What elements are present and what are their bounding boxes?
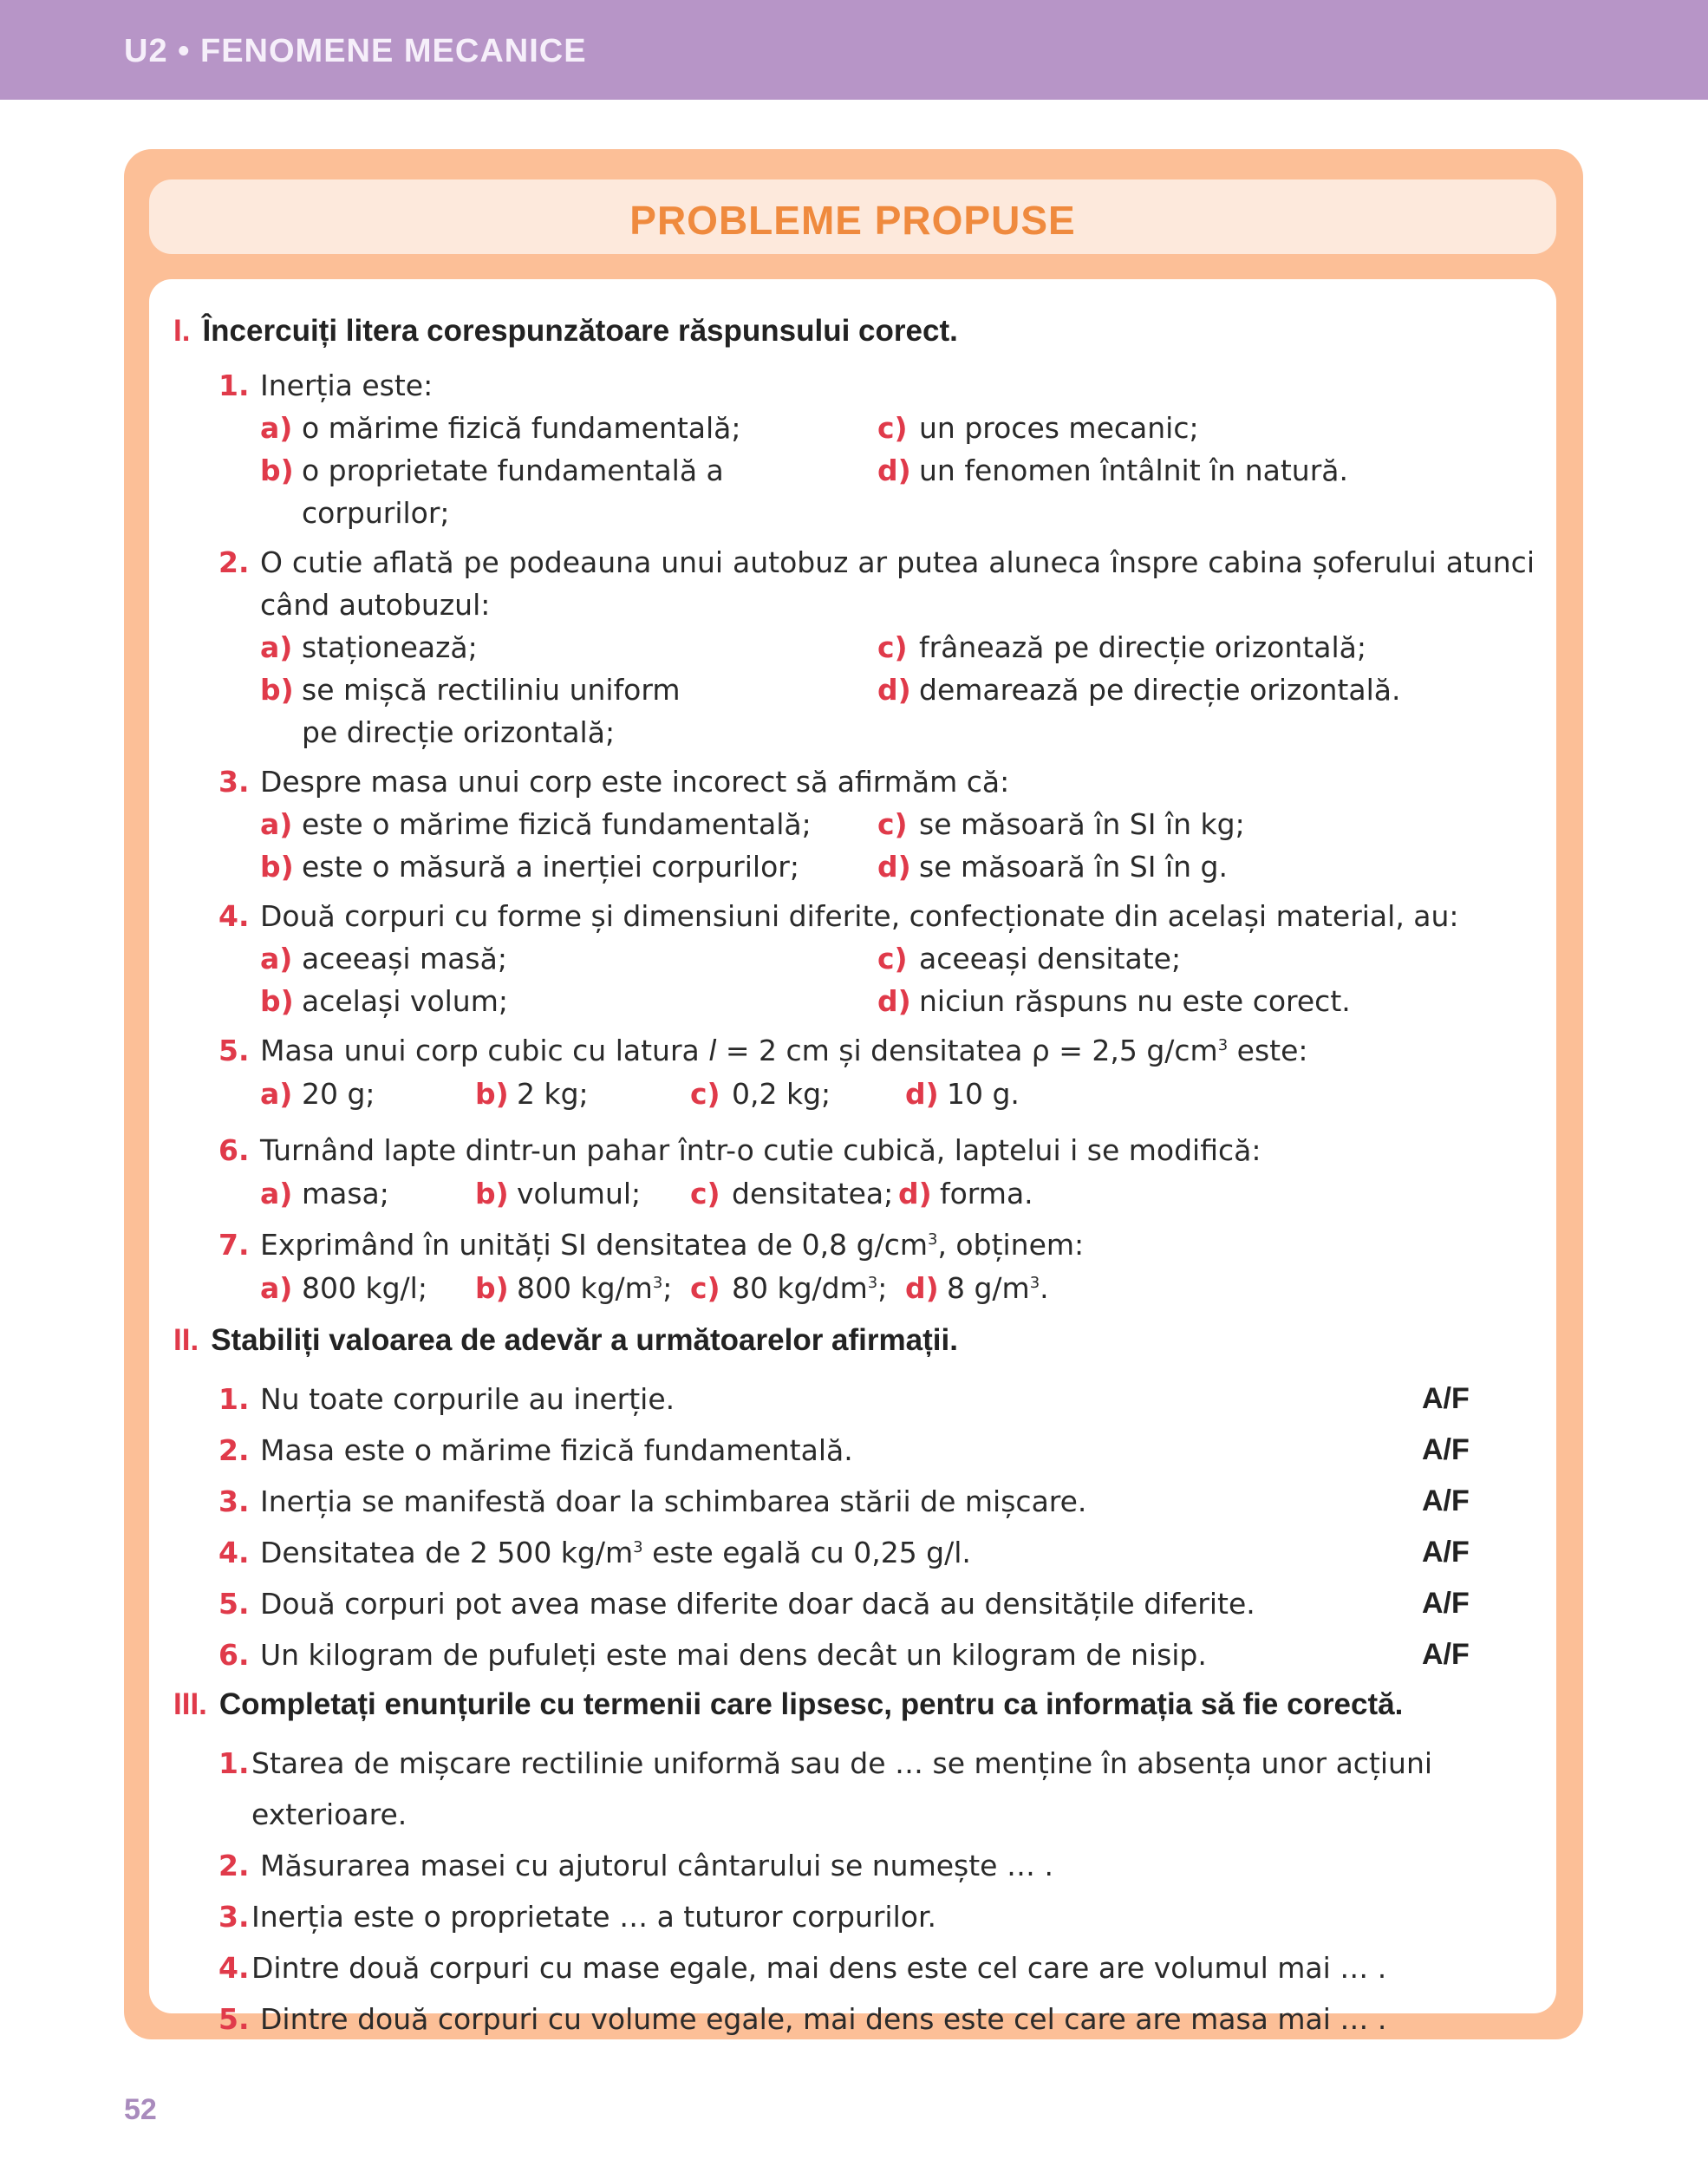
section-heading-text: Stabiliți valoarea de adevăr a următoarelor afirmații. — [211, 1323, 958, 1357]
option-letter: b) — [475, 1271, 509, 1305]
option-text-line: pe direcție orizontală; — [302, 715, 616, 749]
question-number: 2. — [218, 545, 250, 579]
statement-row — [173, 1425, 1535, 1476]
option-text: o mărime fizică fundamentală; — [302, 411, 741, 445]
statement-text: Nu toate corpurile au inerție. — [260, 1382, 675, 1416]
option-b[interactable] — [260, 980, 877, 1022]
option-text: același volum; — [302, 984, 508, 1018]
option-text: volumul; — [517, 1177, 642, 1210]
option-text: masa; — [302, 1177, 389, 1210]
option-letter: c) — [877, 411, 908, 445]
question-text — [260, 1029, 1535, 1072]
option-letter: d) — [877, 453, 911, 487]
option-d[interactable] — [877, 845, 1484, 888]
question-text — [260, 1223, 1535, 1266]
option-c[interactable] — [877, 407, 1484, 449]
option-letter: d) — [877, 673, 911, 707]
option-letter: a) — [260, 1271, 293, 1305]
statement-row — [173, 1476, 1535, 1527]
fill-in-row — [173, 1891, 1535, 1942]
option-c[interactable] — [877, 626, 1484, 669]
exponent: 3 — [633, 1538, 643, 1556]
section-numeral: II. — [173, 1323, 199, 1357]
statement-number: 1. — [218, 1382, 250, 1416]
item-number: 1. — [218, 1746, 250, 1780]
option-c[interactable] — [690, 1171, 894, 1217]
question-text: Despre masa unui corp este incorect să afirmăm că: — [260, 765, 1010, 799]
section-numeral: I. — [173, 314, 191, 348]
item-number: 2. — [218, 1849, 250, 1882]
option-letter: a) — [260, 1077, 293, 1111]
option-text: 10 g. — [947, 1077, 1020, 1111]
option-b[interactable] — [260, 669, 877, 754]
statement-text: Două corpuri pot avea mase diferite doar dacă au densitățile diferite. — [260, 1587, 1255, 1621]
option-a[interactable] — [260, 407, 877, 449]
option-letter: b) — [260, 850, 294, 884]
item-text: Măsurarea masei cu ajutorul cântarului se numește … . — [260, 1849, 1053, 1882]
option-letter: a) — [260, 630, 293, 664]
option-d[interactable] — [877, 449, 1484, 534]
option-text: un proces mecanic; — [919, 411, 1199, 445]
statement-row — [173, 1629, 1535, 1680]
option-d[interactable] — [877, 980, 1484, 1022]
option-d[interactable] — [898, 1171, 1072, 1217]
option-text: o proprietate fundamentală a corpurilor; — [302, 453, 724, 530]
question-6 — [173, 1129, 1535, 1171]
item-text: Dintre două corpuri cu mase egale, mai dens este cel care are volumul mai … . — [251, 1951, 1387, 1985]
fill-in-row — [173, 1738, 1535, 1840]
question-5 — [173, 1029, 1535, 1072]
option-text: aceeași densitate; — [919, 942, 1182, 975]
question-number: 5. — [218, 1034, 250, 1067]
option-letter: d) — [898, 1177, 932, 1210]
option-letter: c) — [690, 1077, 720, 1111]
exponent: 3 — [928, 1230, 938, 1249]
option-d[interactable] — [905, 1072, 1079, 1117]
text-part: este: — [1228, 1034, 1308, 1067]
question-6-options — [173, 1171, 1535, 1217]
option-text — [732, 1266, 887, 1311]
option-text: densitatea; — [732, 1177, 894, 1210]
exponent: 3 — [1217, 1036, 1229, 1054]
question-2-options — [173, 626, 1535, 754]
option-d[interactable] — [905, 1266, 1079, 1311]
option-a[interactable] — [260, 803, 877, 845]
title-bar — [149, 179, 1556, 254]
question-3 — [173, 760, 1535, 803]
section-1-heading — [173, 314, 1535, 364]
option-letter: d) — [905, 1077, 939, 1111]
option-d[interactable] — [877, 669, 1484, 754]
option-letter: b) — [260, 453, 294, 487]
option-b[interactable] — [260, 449, 877, 534]
text-part: . — [1040, 1271, 1049, 1305]
option-letter: b) — [475, 1077, 509, 1111]
section-3-heading — [173, 1687, 1535, 1738]
statement-text: Masa este o mărime fizică fundamentală. — [260, 1433, 853, 1467]
text-part: 8 g/m — [947, 1271, 1030, 1305]
exponent: 3 — [652, 1274, 663, 1292]
option-text: 800 kg/l; — [302, 1271, 427, 1305]
question-2 — [173, 541, 1535, 626]
section-numeral: III. — [173, 1687, 207, 1721]
option-text: este o mărime fizică fundamentală; — [302, 807, 812, 841]
header-chapter-title: U2 • FENOMENE MECANICE — [124, 33, 587, 69]
question-5-options — [173, 1072, 1535, 1117]
option-letter: b) — [475, 1177, 509, 1210]
question-3-options — [173, 803, 1535, 888]
text-part: este egală cu 0,25 g/l. — [642, 1536, 971, 1569]
option-text: frânează pe direcție orizontală; — [919, 630, 1366, 664]
true-false-choice[interactable]: A/F — [1422, 1638, 1470, 1671]
section-2-heading — [173, 1323, 1535, 1373]
option-a[interactable] — [260, 1266, 468, 1311]
statement-row — [173, 1578, 1535, 1629]
option-b[interactable] — [260, 845, 877, 888]
question-1-options — [173, 407, 1535, 534]
section-heading-text: Completați enunțurile cu termenii care lipsesc, pentru ca informația să fie corectă. — [218, 1687, 1404, 1721]
option-letter: c) — [877, 630, 908, 664]
option-c[interactable] — [690, 1072, 898, 1117]
option-letter: b) — [260, 984, 294, 1018]
option-c[interactable] — [877, 803, 1484, 845]
option-b[interactable] — [475, 1266, 683, 1311]
exponent: 3 — [1029, 1274, 1040, 1292]
option-letter: a) — [260, 1177, 293, 1210]
statement-number: 4. — [218, 1536, 250, 1569]
option-letter: c) — [690, 1177, 720, 1210]
statement-text: Inerția se manifestă doar la schimbarea stării de mișcare. — [260, 1484, 1087, 1518]
statement-text — [260, 1527, 1422, 1578]
true-false-choice[interactable]: A/F — [1422, 1587, 1470, 1620]
option-text — [517, 1266, 672, 1311]
option-text: 0,2 kg; — [732, 1077, 831, 1111]
option-a[interactable] — [260, 626, 877, 669]
question-number: 1. — [218, 369, 250, 402]
option-letter: c) — [877, 807, 908, 841]
item-text: Dintre două corpuri cu volume egale, mai dens este cel care are masa mai … . — [260, 2002, 1387, 2036]
option-letter: d) — [905, 1271, 939, 1305]
true-false-choice[interactable]: A/F — [1422, 1484, 1470, 1517]
text-part: 800 kg/m — [517, 1271, 653, 1305]
option-text: staționează; — [302, 630, 478, 664]
option-text: un fenomen întâlnit în natură. — [919, 453, 1348, 487]
statement-row — [173, 1527, 1535, 1578]
fill-in-row — [173, 1840, 1535, 1891]
statement-number: 5. — [218, 1587, 250, 1621]
question-7 — [173, 1223, 1535, 1266]
option-text: niciun răspuns nu este corect. — [919, 984, 1351, 1018]
page-number: 52 — [124, 2093, 157, 2126]
statement-number: 6. — [218, 1638, 250, 1672]
question-text: O cutie aflată pe podeauna unui autobuz ar putea aluneca înspre cabina șoferului atunci când autobuzul: — [260, 545, 1535, 622]
statement-number: 2. — [218, 1433, 250, 1467]
option-a[interactable] — [260, 1072, 468, 1117]
question-4 — [173, 895, 1535, 937]
option-letter: a) — [260, 807, 293, 841]
text-part: ; — [877, 1271, 888, 1305]
statement-number: 3. — [218, 1484, 250, 1518]
option-letter: c) — [877, 942, 908, 975]
section-heading-text: Încercuiți litera corespunzătoare răspunsului corect. — [202, 314, 958, 348]
true-false-choice[interactable]: A/F — [1422, 1536, 1470, 1569]
text-part: Densitatea de 2 500 kg/m — [260, 1536, 634, 1569]
item-number: 4. — [218, 1951, 250, 1985]
text-part: 80 kg/dm — [732, 1271, 868, 1305]
fill-in-row — [173, 1942, 1535, 1993]
option-text: forma. — [940, 1177, 1033, 1210]
text-part: ; — [662, 1271, 673, 1305]
option-c[interactable] — [690, 1266, 898, 1311]
question-number: 4. — [218, 899, 250, 933]
option-letter: d) — [877, 984, 911, 1018]
option-text: se măsoară în SI în kg; — [919, 807, 1245, 841]
question-4-options — [173, 937, 1535, 1022]
text-part: , obținem: — [937, 1228, 1085, 1262]
question-number: 7. — [218, 1228, 250, 1262]
question-text: Turnând lapte dintr-un pahar într-o cutie cubică, laptelui i se modifică: — [260, 1133, 1261, 1167]
option-text — [302, 669, 681, 754]
true-false-choice[interactable]: A/F — [1422, 1382, 1470, 1415]
question-number: 3. — [218, 765, 250, 799]
exercise-content — [173, 314, 1535, 2045]
item-number: 3. — [218, 1900, 250, 1934]
true-false-choice[interactable]: A/F — [1422, 1433, 1470, 1466]
option-text: aceeași masă; — [302, 942, 507, 975]
option-letter: a) — [260, 942, 293, 975]
question-text: Două corpuri cu forme și dimensiuni diferite, confecționate din același material, au: — [260, 899, 1459, 933]
option-text: 2 kg; — [517, 1077, 589, 1111]
question-text: Inerția este: — [260, 369, 434, 402]
statement-text: Un kilogram de pufuleți este mai dens decât un kilogram de nisip. — [260, 1638, 1207, 1672]
item-text: Starea de mișcare rectilinie uniformă sau de … se menține în absența unor acțiuni exterioare. — [251, 1746, 1433, 1831]
statement-row — [173, 1373, 1535, 1425]
item-text: Inerția este o proprietate … a tuturor corpurilor. — [251, 1900, 936, 1934]
item-number: 5. — [218, 2002, 250, 2036]
option-b[interactable] — [475, 1171, 683, 1217]
fill-in-row — [173, 1993, 1535, 2045]
option-text-line: se mișcă rectiliniu uniform — [302, 673, 681, 707]
page-title: PROBLEME PROPUSE — [629, 198, 1076, 243]
option-letter: b) — [260, 673, 294, 707]
option-a[interactable] — [260, 1171, 468, 1217]
option-text: se măsoară în SI în g. — [919, 850, 1228, 884]
text-part: = 2 cm și densitatea ρ = 2,5 g/cm — [716, 1034, 1218, 1067]
option-text — [947, 1266, 1049, 1311]
text-part: Masa unui corp cubic cu latura — [260, 1034, 709, 1067]
text-part: Exprimând în unități SI densitatea de 0,8 g/cm — [260, 1228, 928, 1262]
variable-l: l — [708, 1034, 717, 1067]
option-c[interactable] — [877, 937, 1484, 980]
question-1 — [173, 364, 1535, 407]
option-text: este o măsură a inerției corpurilor; — [302, 850, 799, 884]
question-7-options — [173, 1266, 1535, 1311]
option-letter: c) — [690, 1271, 720, 1305]
exponent: 3 — [867, 1274, 878, 1292]
option-letter: d) — [877, 850, 911, 884]
option-text: 20 g; — [302, 1077, 375, 1111]
option-b[interactable] — [475, 1072, 683, 1117]
question-number: 6. — [218, 1133, 250, 1167]
option-letter: a) — [260, 411, 293, 445]
option-a[interactable] — [260, 937, 877, 980]
option-text: demarează pe direcție orizontală. — [919, 673, 1401, 707]
